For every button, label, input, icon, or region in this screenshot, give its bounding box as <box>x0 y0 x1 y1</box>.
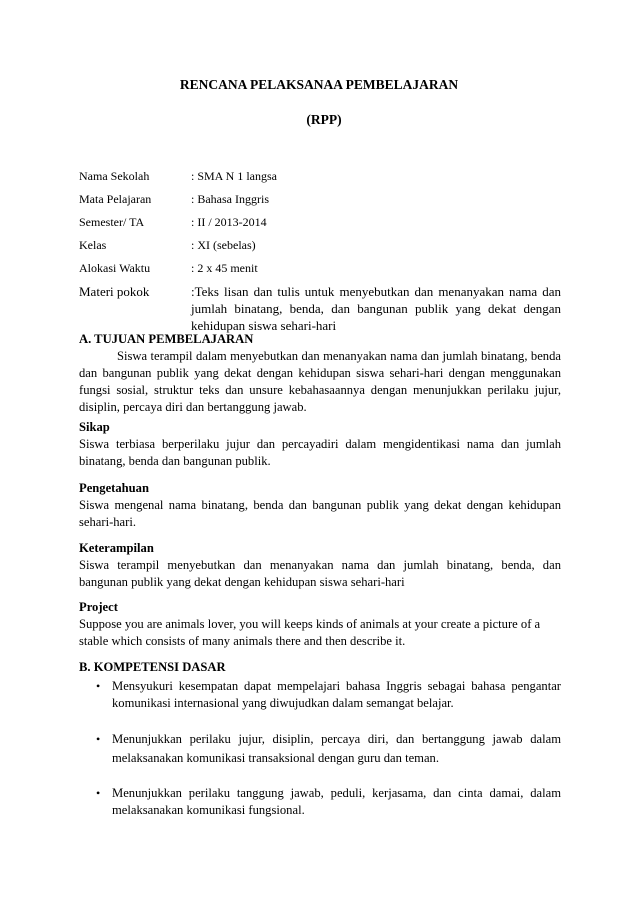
list-item-text: Menunjukkan perilaku tanggung jawab, peduli, kerjasama, dan cinta damai, dalam melaksanakan komunikasi fungsional. <box>112 786 561 817</box>
section-text: Siswa terampil dalam menyebutkan dan menanyakan nama dan jumlah binatang, benda dan bangunan publik yang dekat dengan kehidupan siswa sehari-hari dengan menggunakan fungsi sosial, struktur teks dan unsure kebahasaannya dengan menunjukkan perilaku jujur, disiplin, percaya diri dan bertanggung jawab. <box>79 349 561 414</box>
section-project <box>79 599 561 650</box>
kompetensi-list <box>79 678 561 819</box>
info-value: : XI (sebelas) <box>191 238 256 252</box>
section-text: Suppose you are animals lover, you will keeps kinds of animals at your create a picture of a stable which consists of many animals there and then describe it. <box>79 617 541 648</box>
list-item <box>79 730 561 768</box>
bullet-icon: • <box>96 786 101 800</box>
section-heading: Pengetahuan <box>79 481 149 495</box>
info-label: Alokasi Waktu <box>79 261 151 275</box>
bullet-icon: • <box>96 732 101 746</box>
document-title: RENCANA PELAKSANAA PEMBELAJARAN <box>179 77 459 92</box>
section-tujuan <box>79 331 561 416</box>
section-text: Siswa terampil menyebutkan dan menanyakan nama dan jumlah binatang, benda, dan bangunan publik yang dekat dengan kehidupan siswa sehari-hari <box>79 558 561 589</box>
list-item-text: Menunjukkan perilaku jujur, disiplin, percaya diri, dan bertanggung jawab dalam melaksanakan komunikasi transaksional dengan guru dan teman. <box>112 732 561 765</box>
list-item <box>79 678 561 712</box>
document-subtitle: (RPP) <box>306 112 342 127</box>
info-label: Mata Pelajaran <box>79 192 152 206</box>
info-value: :Teks lisan dan tulis untuk menyebutkan dan menanyakan nama dan jumlah binatang, benda, dan bangunan publik yang dekat dengan kehidupan siswa sehari-hari <box>191 284 561 333</box>
info-label: Kelas <box>79 238 107 252</box>
bullet-icon: • <box>96 679 101 693</box>
info-label: Nama Sekolah <box>79 169 150 183</box>
section-keterampilan <box>79 540 561 591</box>
section-heading: Project <box>79 600 118 614</box>
info-value: : Bahasa Inggris <box>191 192 269 206</box>
section-heading: Keterampilan <box>79 541 154 555</box>
info-label: Materi pokok <box>79 284 150 299</box>
section-heading: Sikap <box>79 420 110 434</box>
info-label: Semester/ TA <box>79 215 145 229</box>
section-sikap <box>79 419 561 470</box>
section-text: Siswa terbiasa berperilaku jujur dan percayadiri dalam mengidentikasi nama dan jumlah binatang, benda dan bangunan publik. <box>79 437 561 468</box>
list-item-text: Mensyukuri kesempatan dapat mempelajari bahasa Inggris sebagai bahasa pengantar komunikasi internasional yang diwujudkan dalam semangat belajar. <box>112 679 561 710</box>
section-pengetahuan <box>79 480 561 531</box>
info-value: : II / 2013-2014 <box>191 215 267 229</box>
info-value: : SMA N 1 langsa <box>191 169 278 183</box>
list-item <box>79 785 561 819</box>
section-heading: A. TUJUAN PEMBELAJARAN <box>79 332 254 346</box>
section-heading: B. KOMPETENSI DASAR <box>79 660 226 674</box>
info-value: : 2 x 45 menit <box>191 261 258 275</box>
section-kompetensi <box>79 659 561 819</box>
section-text: Siswa mengenal nama binatang, benda dan bangunan publik yang dekat dengan kehidupan sehari-hari. <box>79 498 561 529</box>
